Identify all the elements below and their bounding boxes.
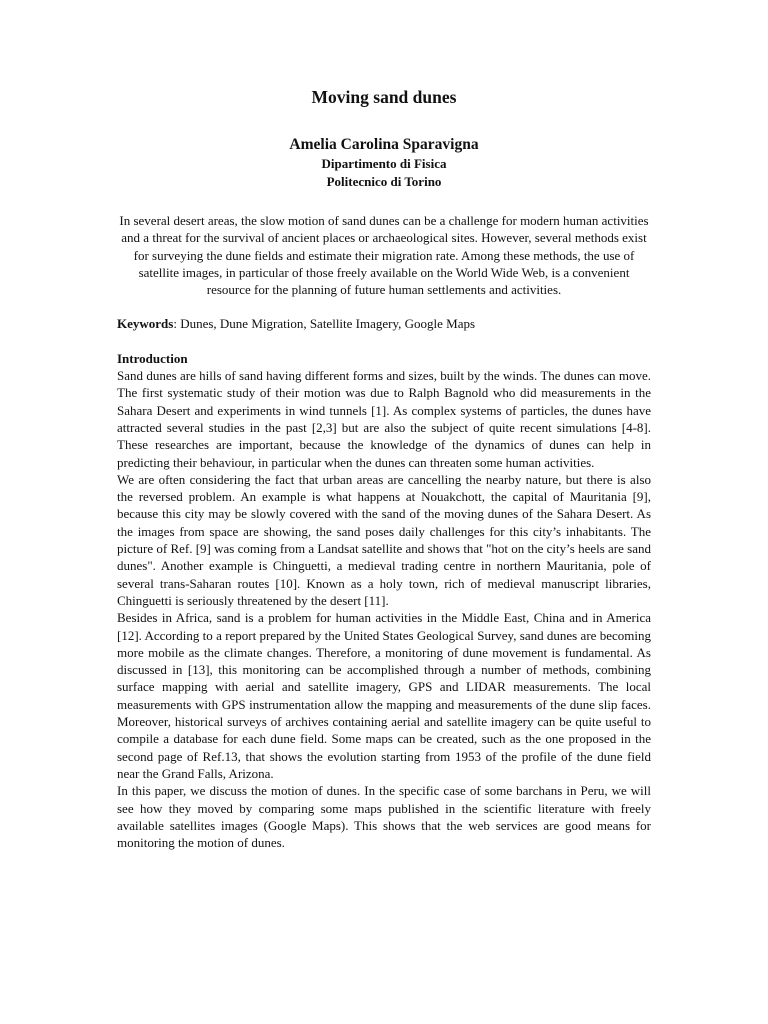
paper-title: Moving sand dunes — [311, 87, 457, 107]
affiliation-institution: Politecnico di Torino — [326, 173, 442, 189]
keywords-line — [117, 315, 651, 332]
paragraph: In this paper, we discuss the motion of dunes. In the specific case of some barchans in Peru, we will see how they moved by comparing some maps published in the scientific literature with freely available satellites images (Google Maps). This shows that the web services are good means for monitoring the motion of dunes. — [117, 783, 651, 851]
keywords-text: : Dunes, Dune Migration, Satellite Imagery, Google Maps — [173, 316, 476, 332]
paragraph: Sand dunes are hills of sand having different forms and sizes, built by the winds. The dunes can move. The first systematic study of their motion was due to Ralph Bagnold who did measurements in the Sahara Desert and experiments in wind tunnels [1]. As complex systems of particles, the dunes have attracted several studies in the past [2,3] but are also the subject of quite recent simulations [4-8]. These researches are important, because the knowledge of the dynamics of dunes can help in predicting their behaviour, in particular when the dunes can threaten some human activities. — [117, 368, 651, 470]
abstract: In several desert areas, the slow motion of sand dunes can be a challenge for modern human activities and a threat for the survival of ancient places or archaeological sites. However, several methods exist for surveying the dune fields and estimate their migration rate. Among these methods, the use of satellite images, in particular of those freely available on the World Wide Web, is a convenient resource for the planning of future human settlements and activities. — [119, 213, 649, 298]
author-name: Amelia Carolina Sparavigna — [289, 136, 479, 153]
paragraph: Besides in Africa, sand is a problem for human activities in the Middle East, China and in America [12]. According to a report prepared by the United States Geological Survey, sand dunes are becoming more mobile as the climate changes. Therefore, a monitoring of dune movement is fundamental. As discussed in [13], this monitoring can be accomplished through a number of methods, combining surface mapping with aerial and satellite imagery, GPS and LIDAR measurements. The local measurements with GPS instrumentation allow the mapping and measurements of the dune slip faces. Moreover, historical surveys of archives containing aerial and satellite imagery can be quite useful to compile a database for each dune field. Some maps can be created, such as the one proposed in the second page of Ref.13, that shows the evolution starting from 1953 of the profile of the dune field near the Grand Falls, Arizona. — [117, 610, 651, 781]
paragraph: We are often considering the fact that urban areas are cancelling the nearby nature, but there is also the reversed problem. An example is what happens at Nouakchott, the capital of Mauritania [9], because this city may be slowly covered with the sand of the moving dunes of the Sahara Desert. As the images from space are showing, the sand poses daily challenges for this city’s inhabitants. The picture of Ref. [9] was coming from a Landsat satellite and shows that "hot on the city’s heels are sand dunes". Another example is Chinguetti, a medieval trading centre in northern Mauritania, pole of several trans-Saharan routes [10]. Known as a holy town, rich of medieval manuscript libraries, Chinguetti is seriously threatened by the desert [11]. — [117, 471, 651, 608]
affiliation-department: Dipartimento di Fisica — [321, 156, 447, 171]
section-heading-introduction: Introduction — [117, 350, 188, 366]
document-page — [117, 86, 651, 851]
keywords-label: Keywords — [117, 316, 174, 332]
